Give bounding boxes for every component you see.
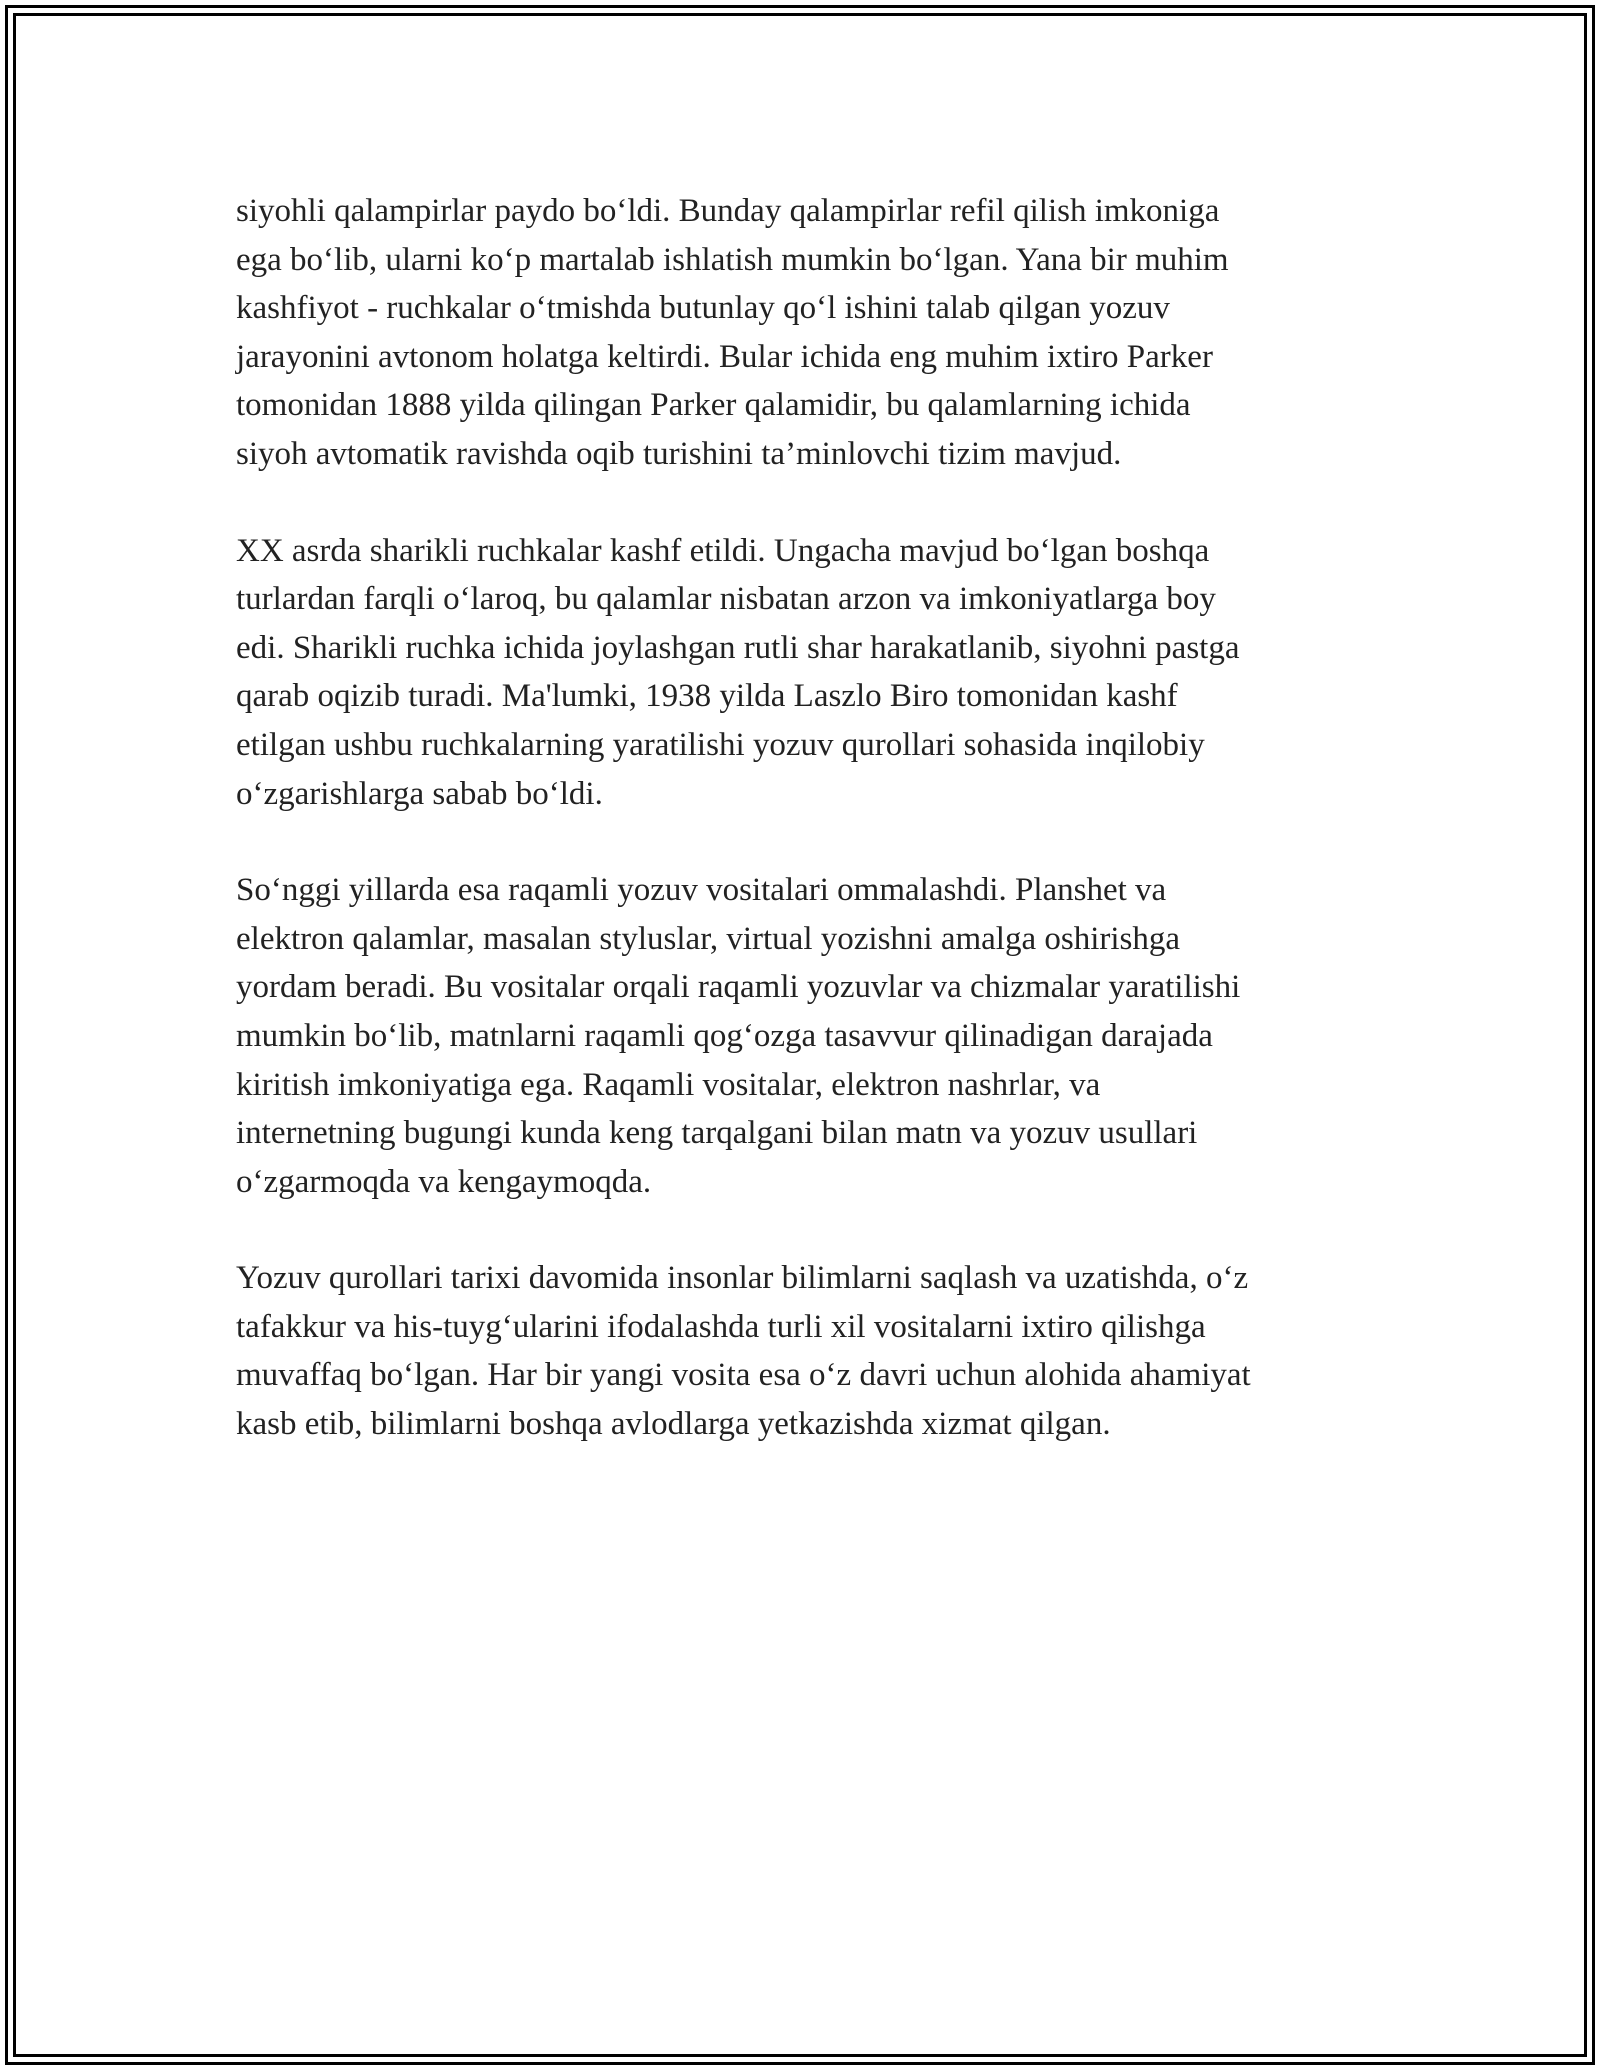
text-line: o‘zgarishlarga sabab bo‘ldi. <box>236 775 603 812</box>
text-line: kiritish imkoniyatiga ega. Raqamli vositalar, elektron nashrlar, va <box>236 1066 1101 1103</box>
text-line: etilgan ushbu ruchkalarning yaratilishi yozuv qurollari sohasida inqilobiy <box>236 726 1205 763</box>
paragraph-2 <box>236 527 1376 819</box>
text-line: yordam beradi. Bu vositalar orqali raqamli yozuvlar va chizmalar yaratilishi <box>236 969 1241 1006</box>
text-line: kasb etib, bilimlarni boshqa avlodlarga yetkazishda xizmat qilgan. <box>236 1406 1111 1443</box>
text-line: qarab oqizib turadi. Ma'lumki, 1938 yilda Laszlo Biro tomonidan kashf <box>236 678 1178 715</box>
text-line: tomonidan 1888 yilda qilingan Parker qalamidir, bu qalamlarning ichida <box>236 387 1191 424</box>
text-line: XX asrda sharikli ruchkalar kashf etildi. Ungacha mavjud bo‘lgan boshqa <box>236 532 1210 569</box>
text-line: Yozuv qurollari tarixi davomida insonlar bilimlarni saqlash va uzatishda, o‘z <box>236 1260 1249 1297</box>
text-line: o‘zgarmoqda va kengaymoqda. <box>236 1163 652 1200</box>
text-line: muvaffaq bo‘lgan. Har bir yangi vosita esa o‘z davri uchun alohida ahamiyat <box>236 1357 1251 1394</box>
text-line: turlardan farqli o‘laroq, bu qalamlar nisbatan arzon va imkoniyatlarga boy <box>236 581 1216 618</box>
text-line: siyohli qalampirlar paydo bo‘ldi. Bunday qalampirlar refil qilish imkoniga <box>236 193 1220 229</box>
document-body <box>236 187 1376 1497</box>
paragraph-4 <box>236 1254 1376 1448</box>
text-line: ega bo‘lib, ularni ko‘p martalab ishlatish mumkin bo‘lgan. Yana bir muhim <box>236 241 1229 278</box>
text-line: siyoh avtomatik ravishda oqib turishini ta’minlovchi tizim mavjud. <box>236 435 1122 472</box>
text-line: edi. Sharikli ruchka ichida joylashgan rutli shar harakatlanib, siyohni pastga <box>236 629 1240 666</box>
text-line: elektron qalamlar, masalan styluslar, virtual yozishni amalga oshirishga <box>236 920 1181 957</box>
text-line: tafakkur va his-tuyg‘ularini ifodalashda turli xil vositalarni ixtiro qilishga <box>236 1308 1206 1345</box>
text-line: mumkin bo‘lib, matnlarni raqamli qog‘ozga tasavvur qilinadigan darajada <box>236 1017 1213 1054</box>
text-line: kashfiyot - ruchkalar o‘tmishda butunlay qo‘l ishini talab qilgan yozuv <box>236 290 1170 327</box>
text-line: jarayonini avtonom holatga keltirdi. Bular ichida eng muhim ixtiro Parker <box>236 338 1213 375</box>
paragraph-1 <box>236 187 1376 479</box>
paragraph-3 <box>236 866 1376 1206</box>
text-line: internetning bugungi kunda keng tarqalgani bilan matn va yozuv usullari <box>236 1115 1198 1152</box>
text-line: So‘nggi yillarda esa raqamli yozuv vositalari ommalashdi. Planshet va <box>236 872 1167 909</box>
